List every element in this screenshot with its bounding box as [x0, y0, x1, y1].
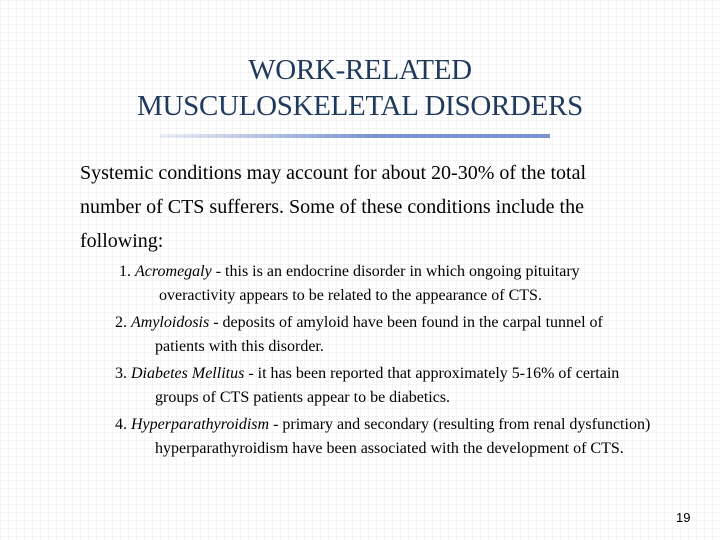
- list-item: [115, 311, 655, 359]
- slide-title-line-2: MUSCULOSKELETAL DISORDERS: [137, 90, 583, 122]
- item-term: Amyloidosis: [131, 314, 210, 331]
- item-term: Acromegaly: [135, 263, 212, 280]
- slide-title-line-1: WORK-RELATED: [248, 54, 472, 86]
- condition-list: [115, 260, 655, 464]
- item-text: it has been reported that approximately 5‑16% of certain groups of CTS patients appear to be diabetics.: [155, 365, 620, 406]
- item-text: this is an endocrine disorder in which ongoing pituitary overactivity appears to be related to the appearance of CTS.: [159, 263, 580, 304]
- list-item: [115, 413, 655, 461]
- title-underline-rule: [160, 134, 550, 138]
- slide-title: [60, 52, 660, 124]
- list-item: [119, 260, 659, 308]
- item-number: 1.: [119, 263, 131, 280]
- item-term: Diabetes Mellitus: [131, 365, 245, 382]
- intro-paragraph: Systemic conditions may account for about 20‑30% of the total number of CTS sufferers. Some of these conditions include the following:: [80, 162, 586, 252]
- item-separator: ‑: [211, 263, 226, 280]
- item-separator: ‑: [244, 365, 258, 382]
- item-text: primary and secondary (resulting from renal dysfunction) hyperparathyroidism have been associated with the development of CTS.: [155, 416, 651, 457]
- item-separator: ‑: [209, 314, 223, 331]
- list-item: [115, 362, 655, 410]
- item-separator: ‑: [269, 416, 283, 433]
- item-text: deposits of amyloid have been found in the carpal tunnel of patients with this disorder.: [155, 314, 603, 355]
- item-number: 4.: [115, 416, 127, 433]
- item-number: 2.: [115, 314, 127, 331]
- item-term: Hyperparathyroidism: [131, 416, 270, 433]
- item-number: 3.: [115, 365, 127, 382]
- page-number: 19: [676, 510, 691, 525]
